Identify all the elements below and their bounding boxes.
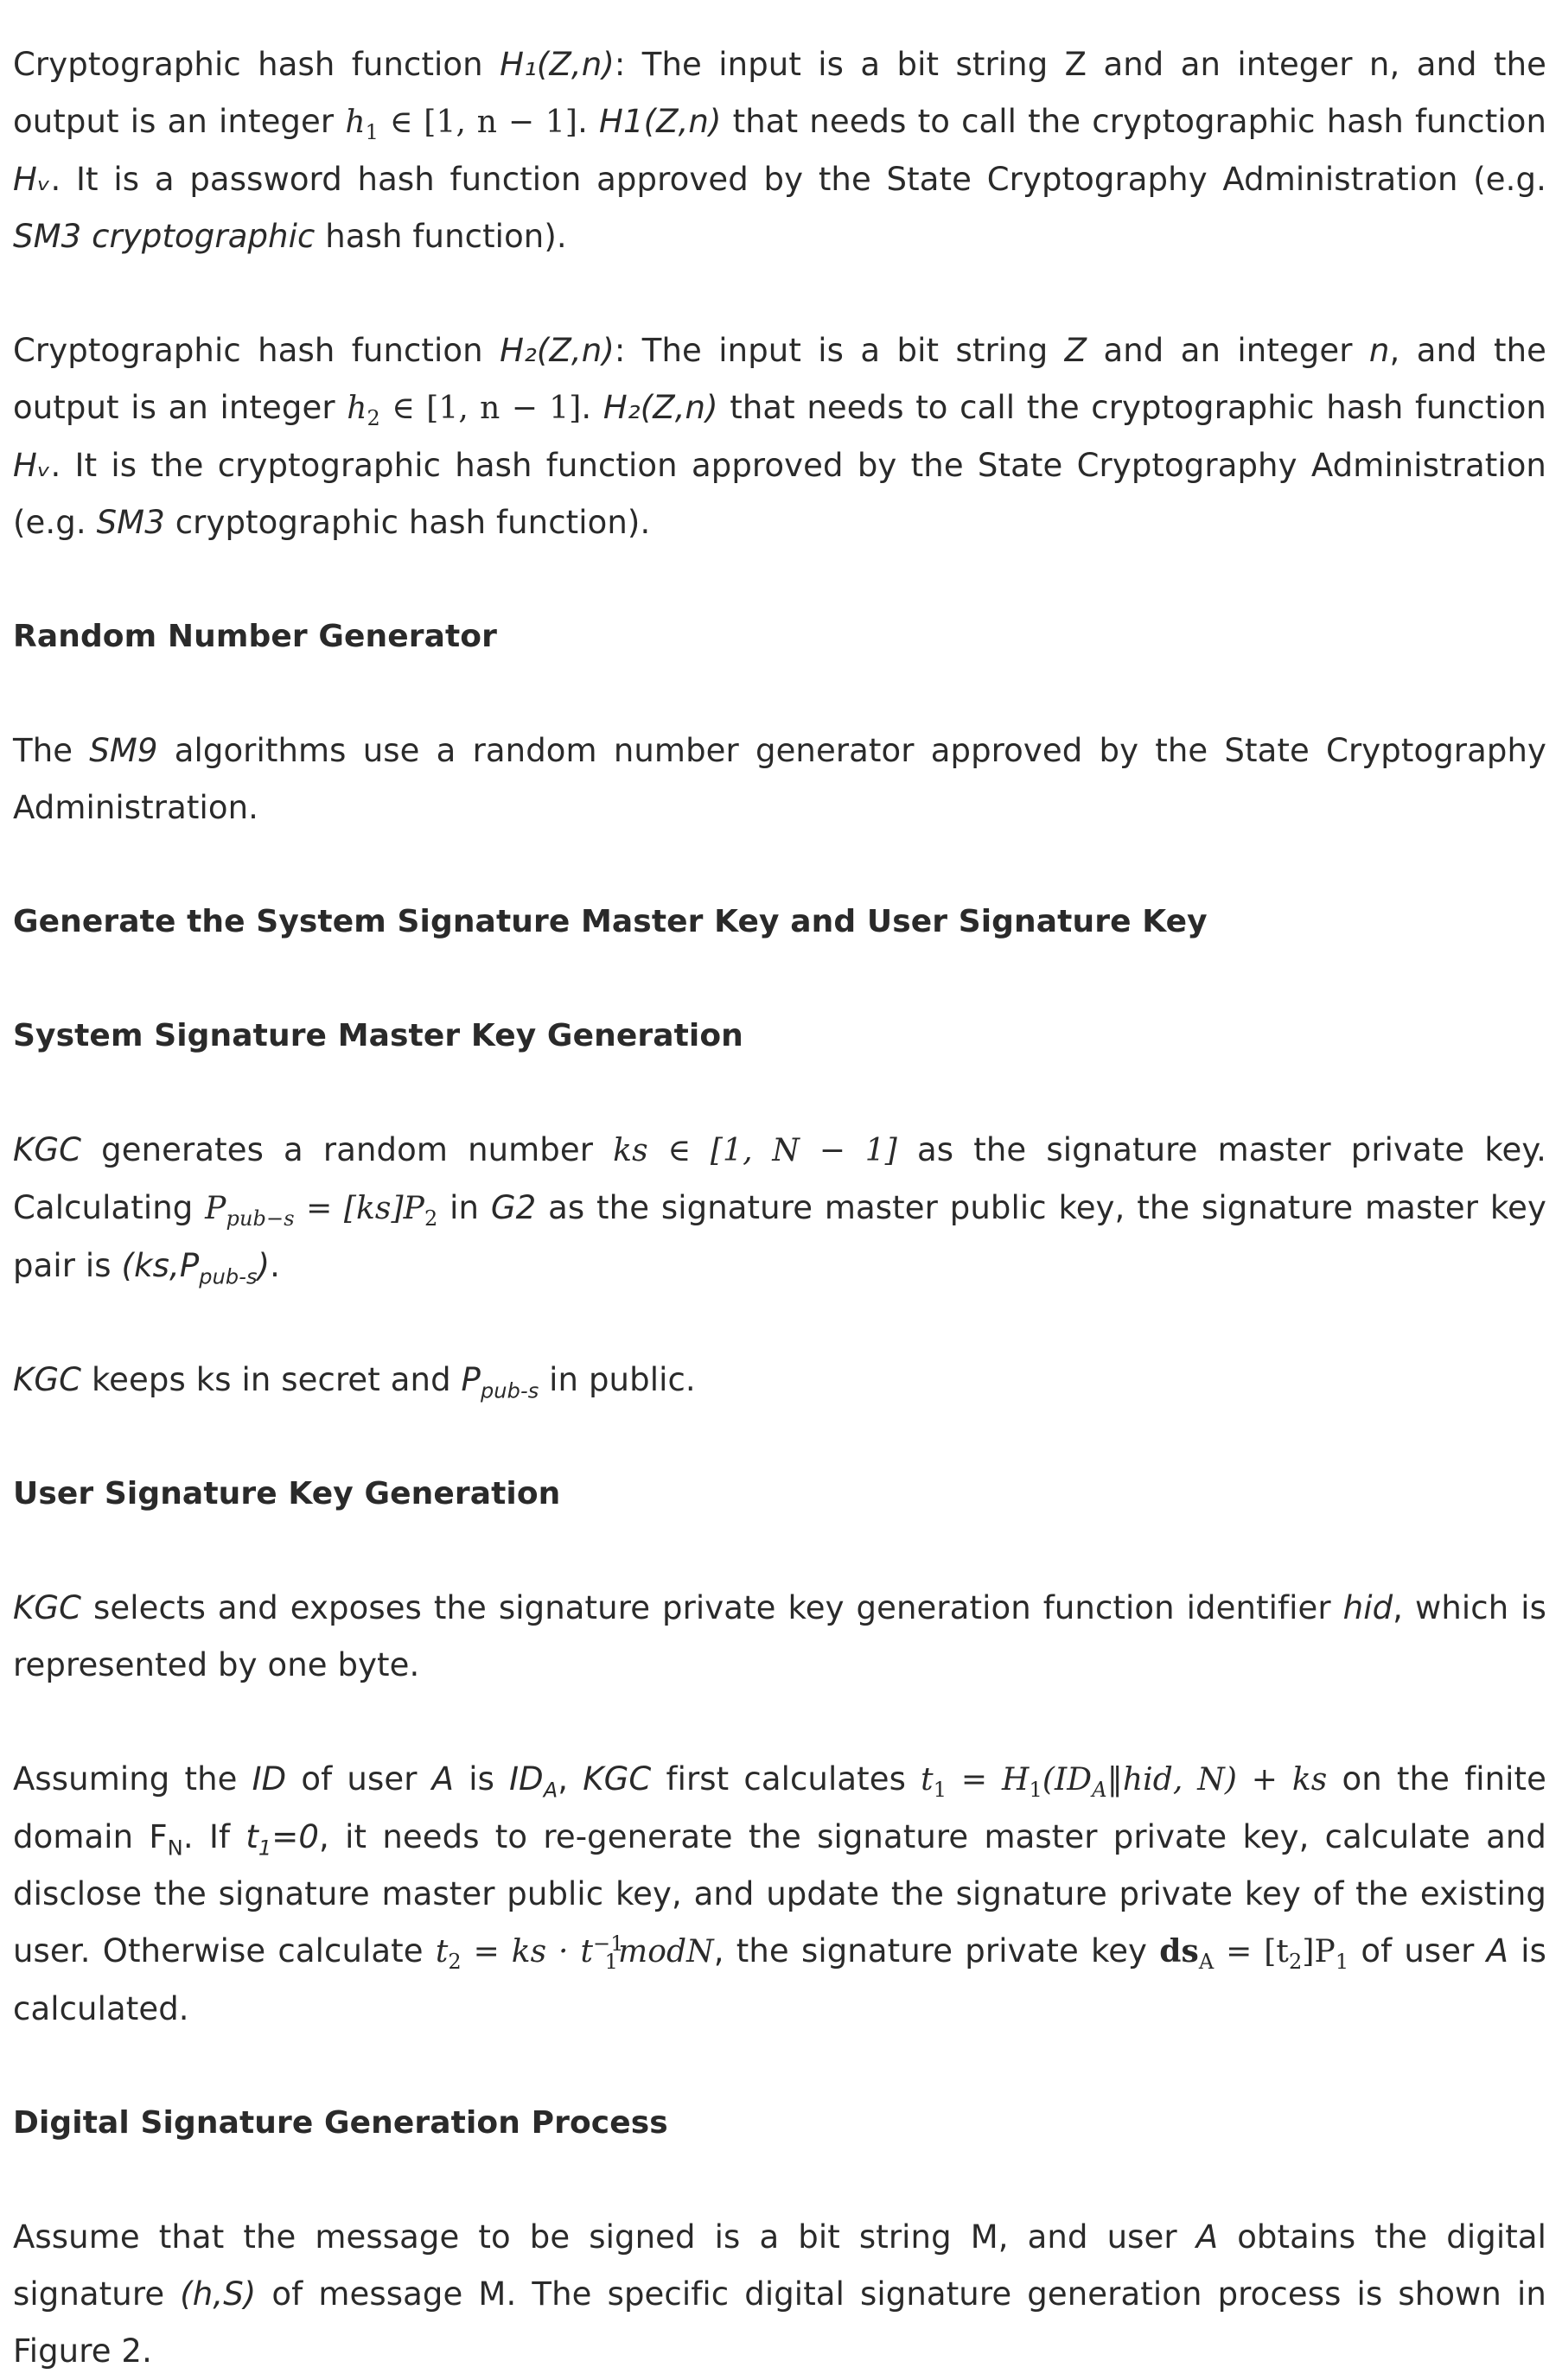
- paragraph-kgc-keeps: [13, 1352, 1546, 1409]
- finite-field: $F_N$: [149, 1818, 183, 1861]
- function-name: Hᵥ: [13, 161, 51, 198]
- text: selects and exposes the signature private key generation function identifier: [81, 1589, 1343, 1626]
- text: , it needs to re-generate the signature master private key, calculate and disclose the signature master public key, and update the signature private key of the existing user. Otherwise calculate: [13, 1818, 1547, 1970]
- text: is calculated.: [13, 1932, 1546, 2027]
- entity-name: KGC: [583, 1760, 652, 1798]
- paragraph-h2-definition: [13, 322, 1546, 551]
- variable: Z: [1064, 332, 1087, 369]
- text: , and the output is an integer: [13, 332, 1546, 426]
- public-key: $P_{pub-s}$: [461, 1361, 539, 1403]
- text: ,: [558, 1760, 583, 1798]
- text: . It is the cryptographic hash function approved by the State Cryptography Administration (e.g.: [13, 447, 1546, 541]
- user-name: A: [1195, 2218, 1219, 2256]
- paragraph-hid: [13, 1580, 1546, 1694]
- text: Assume that the message to be signed is a bit string M, and user: [13, 2218, 1196, 2256]
- text: .: [577, 103, 600, 140]
- identifier: hid: [1342, 1589, 1393, 1626]
- math-h2-range: $h_2$ ∈ [1, n − 1]: [347, 391, 582, 431]
- text: obtains the digital signature: [13, 2218, 1546, 2313]
- paragraph-user-key-calculation: [13, 1751, 1546, 2038]
- text: that needs to call the cryptographic hash function: [717, 389, 1546, 426]
- function-name: H₂(Z,n): [500, 332, 615, 369]
- function-name: H1(Z,n): [599, 103, 722, 140]
- function-name: Hᵥ: [13, 447, 51, 484]
- heading-user-key-generation: User Signature Key Generation: [13, 1476, 561, 1511]
- text: generates a random number: [81, 1131, 614, 1168]
- math-t1-equation: $t_1$ = $H_1(ID_A‖hid$, N) + ks: [921, 1762, 1328, 1803]
- t1-condition: $t_1=0$: [245, 1818, 320, 1861]
- text: and an integer: [1087, 332, 1369, 369]
- paragraph-master-key: [13, 1122, 1546, 1295]
- text: Cryptographic hash function: [13, 46, 500, 83]
- text: on the finite domain: [13, 1760, 1546, 1855]
- term: ID: [252, 1760, 287, 1798]
- text: . It is a password hash function approved by the State Cryptography Administration (e.g.: [50, 161, 1546, 198]
- paragraph-signature-process: [13, 2209, 1546, 2380]
- text: as the signature master public key, the signature master key pair is: [13, 1189, 1546, 1284]
- text: Assuming the: [13, 1760, 252, 1798]
- algorithm-name: SM3: [96, 504, 165, 541]
- text: .: [581, 389, 603, 426]
- signature-pair: (h,S): [180, 2275, 257, 2313]
- user-name: A: [1486, 1932, 1509, 1970]
- entity-name: KGC: [13, 1589, 82, 1626]
- text: that needs to call the cryptographic hash function: [721, 103, 1546, 140]
- entity-name: KGC: [13, 1131, 82, 1168]
- math-ks-range: ks ∈ [1, N − 1]: [613, 1133, 897, 1168]
- heading-master-key-generation: System Signature Master Key Generation: [13, 1018, 743, 1053]
- algorithm-name: SM3 cryptographic: [13, 218, 316, 255]
- text: in: [437, 1189, 491, 1226]
- text: keeps ks in secret and: [81, 1361, 462, 1398]
- text: cryptographic hash function).: [164, 504, 651, 541]
- heading-signature-generation-process: Digital Signature Generation Process: [13, 2105, 668, 2141]
- user-identity: $ID_A$: [509, 1760, 558, 1803]
- text: is: [454, 1760, 510, 1798]
- text: Cryptographic hash function: [13, 332, 500, 369]
- heading-generate-keys: Generate the System Signature Master Key and User Signature Key: [13, 904, 1208, 939]
- text: . If: [182, 1818, 246, 1855]
- text: in public.: [539, 1361, 696, 1398]
- text: of message M. The specific digital signature generation process is shown in Figure 2.: [13, 2275, 1546, 2370]
- text: as the signature master private key. Calculating: [13, 1131, 1546, 1226]
- user-name: A: [431, 1760, 455, 1798]
- text: The: [13, 732, 90, 769]
- text: algorithms use a random number generator approved by the State Cryptography Administration.: [13, 732, 1546, 826]
- math-h1-range: $h_1$ ∈ [1, n − 1]: [345, 105, 578, 145]
- text: , the signature private key: [713, 1932, 1160, 1970]
- heading-random-number-generator: Random Number Generator: [13, 619, 497, 654]
- text: : The input is a bit string Z and an integer n, and the output is an integer: [13, 46, 1546, 140]
- algorithm-name: SM9: [89, 732, 158, 769]
- text: : The input is a bit string: [614, 332, 1065, 369]
- paragraph-rng: [13, 722, 1546, 837]
- text: .: [270, 1247, 281, 1284]
- paragraph-h1-definition: [13, 36, 1546, 265]
- text: of user: [286, 1760, 432, 1798]
- entity-name: KGC: [13, 1361, 82, 1398]
- math-t2-equation: $t_2$ = ks · $t^{-1}_1modN$: [435, 1931, 714, 1975]
- math-ppub-equation: $P_{pub-s} = [ks]P_2$: [205, 1191, 438, 1231]
- math-dsa-equation: $ds_A = [t_2]P_1$: [1159, 1933, 1349, 1975]
- function-name: H₂(Z,n): [602, 389, 718, 426]
- text: first calculates: [651, 1760, 921, 1798]
- text: , which is represented by one byte.: [13, 1589, 1546, 1683]
- text: of user: [1348, 1932, 1487, 1970]
- key-pair: $(ks,P_{pub-s})$: [121, 1247, 271, 1289]
- group-name: G2: [490, 1189, 537, 1226]
- function-name: H₁(Z,n): [500, 46, 615, 83]
- text: hash function).: [315, 218, 567, 255]
- variable: n: [1368, 332, 1390, 369]
